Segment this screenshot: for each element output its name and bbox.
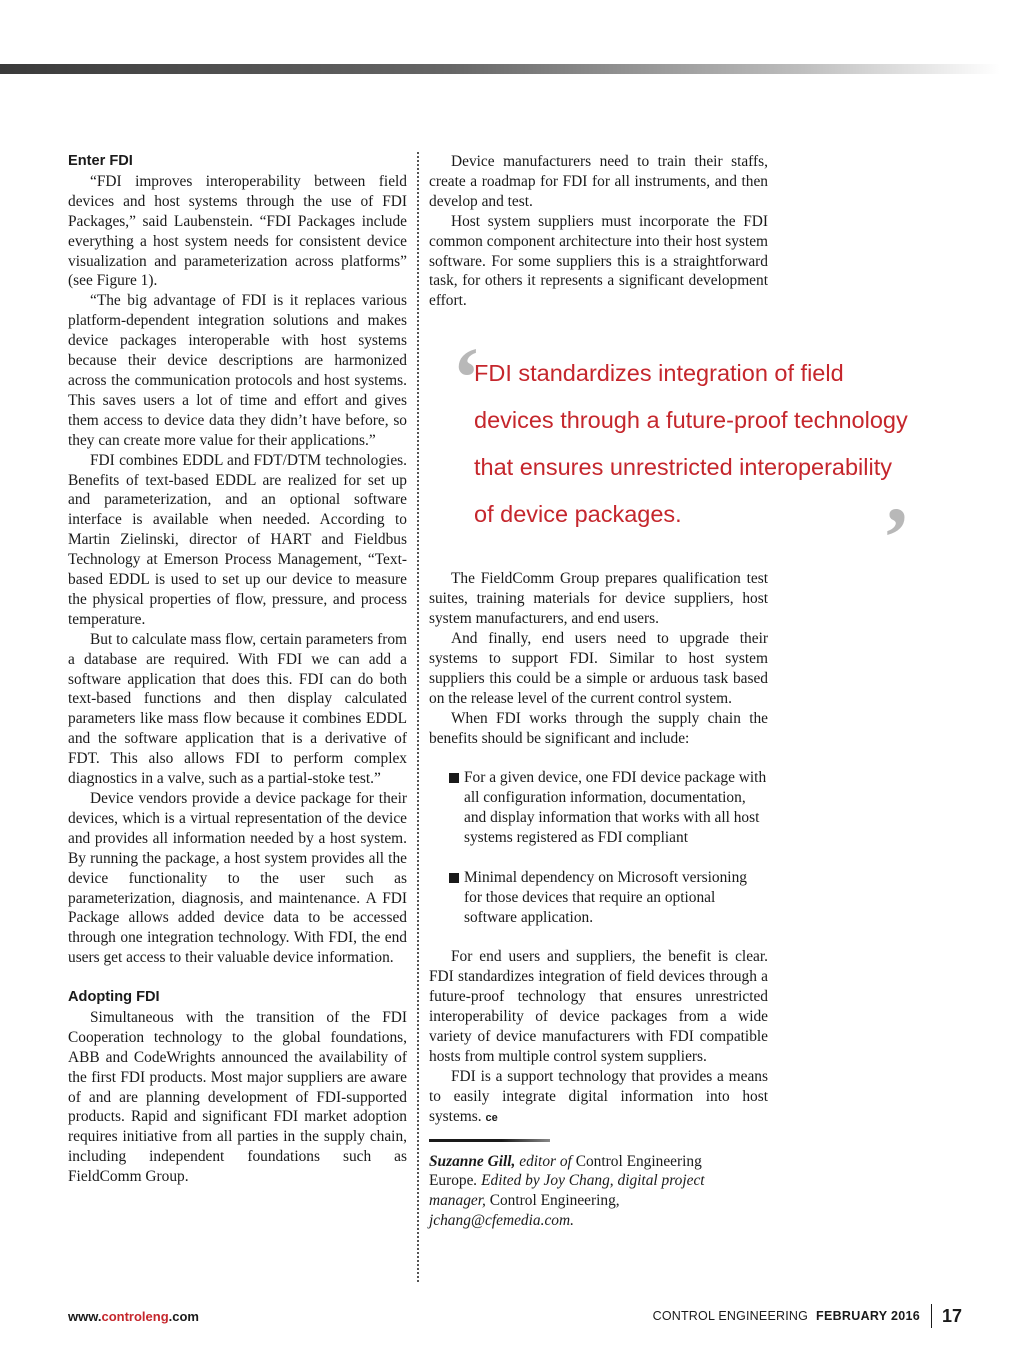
body-paragraph: Host system suppliers must incorporate the FDI common component architecture into their host system software. For some suppliers this is a straightforward task, for others it represents a significant development effort. xyxy=(429,212,768,310)
body-paragraph: The FieldComm Group prepares qualification test suites, training materials for device suppliers, host system manufacturers, and end users. xyxy=(429,570,768,628)
body-paragraph: Device manufacturers need to train their staffs, create a roadmap for FDI for all instruments, and then develop and test. xyxy=(429,153,768,210)
bullet-text: Minimal dependency on Microsoft versioning for those devices that require an optional software application. xyxy=(464,868,747,926)
url-brand: controleng xyxy=(101,1309,169,1324)
author-name: Suzanne Gill, xyxy=(429,1152,516,1170)
author-email[interactable]: jchang@cfemedia.com. xyxy=(429,1212,574,1230)
body-paragraph: For end users and suppliers, the benefit is clear. FDI standardizes integration of field devices through a future-proof technology that ensures unrestricted interoperability of device packages from a wide variety of device manufacturers with FDI compatible hosts from multiple control system suppliers. xyxy=(429,948,768,1065)
body-paragraph: FDI combines EDDL and FDT/DTM technologies. Benefits of text-based EDDL are realized for set up and parameterization, and an optional software interface is available when needed. According to Martin Zielinski, director of HART and Fieldbus Technology at Emerson Process Management, “Text-based EDDL is used to set up our device to measure the physical properties of flow, pressure, and process temperature. xyxy=(68,451,407,628)
bio-text: Control Engineering, xyxy=(485,1192,620,1210)
bio-text: . Edited by Joy Chang, digital project manager, xyxy=(429,1172,705,1210)
bullet-item xyxy=(429,768,768,848)
open-quote-mark: ‘ xyxy=(452,329,481,425)
bio-text: Control Engineering Europe xyxy=(429,1152,702,1190)
section-heading-adopting-fdi: Adopting FDI xyxy=(68,989,160,1006)
square-bullet-icon xyxy=(449,873,459,883)
footer-url[interactable] xyxy=(68,1309,199,1324)
right-column xyxy=(429,152,768,1231)
body-paragraph: “FDI improves interoperability between field devices and host systems through the use of FDI Packages,” said Laubenstein. “FDI Packages include everything a host system needs for consistent device visualization and parameterization across platforms” (see Figure 1). xyxy=(68,172,407,290)
pull-quote xyxy=(452,329,922,585)
magazine-name: CONTROL ENGINEERING xyxy=(652,1309,809,1323)
left-column xyxy=(68,152,407,1187)
bullet-text: For a given device, one FDI device package with all configuration information, documentation, and display information that works with all host systems registered as FDI compliant xyxy=(464,769,767,847)
column-divider xyxy=(417,152,419,1282)
body-paragraph: “The big advantage of FDI is it replaces various platform-dependent integration solutions and makes device packages interoperable with host systems because their device descriptions are harmonized across the communication protocols and host systems. This saves users a lot of time and effort and gives them access to device data they didn’t have before, so they can create more value for their applications.” xyxy=(68,292,407,449)
pull-quote-text: FDI standardizes integration of field devices through a future-proof technology that ensures unrestricted interoperability of device packages. xyxy=(474,360,908,527)
spacer xyxy=(429,928,768,948)
body-paragraph: And finally, end users need to upgrade their systems to support FDI. Similar to host system suppliers this could be a simple or arduous task based on the release level of the current control system. xyxy=(429,629,768,707)
body-paragraph: Simultaneous with the transition of the FDI Cooperation technology to the global foundations, ABB and CodeWrights announced the availability of the first FDI products. Most major suppliers are aware of and are planning development of FDI-supported products. Rapid and significant FDI market adoption requires initiative from all parties in the supply chain, including independent foundations such as FieldComm Group. xyxy=(68,1008,407,1186)
bio-rule xyxy=(429,1139,550,1142)
body-paragraph: When FDI works through the supply chain the benefits should be significant and include: xyxy=(429,709,768,747)
body-paragraph: But to calculate mass flow, certain parameters from a database are required. With FDI we can add a software application that does this. FDI can do both text-based functions and then display calculated parameters like mass flow because it combines EDDL and the software application that is a derivative of FDT. This also allows FDI to perform complex diagnostics in a valve, such as a partial-stoke test.” xyxy=(68,630,407,788)
end-mark: ce xyxy=(485,1111,498,1124)
bullet-item xyxy=(429,868,768,928)
footer-separator xyxy=(931,1304,932,1328)
square-bullet-icon xyxy=(449,773,459,783)
body-paragraph xyxy=(429,1067,768,1129)
section-heading-enter-fdi: Enter FDI xyxy=(68,153,133,169)
footer-folio xyxy=(653,1304,962,1328)
final-paragraph-text: FDI is a support technology that provides a means to easily integrate digital information into host systems. xyxy=(429,1067,768,1125)
close-quote-mark: ’ xyxy=(882,489,911,585)
url-prefix: www. xyxy=(68,1309,102,1324)
issue-date: FEBRUARY 2016 xyxy=(816,1309,920,1323)
author-bio xyxy=(429,1152,749,1232)
url-suffix: .com xyxy=(168,1309,199,1324)
body-paragraph: Device vendors provide a device package for their devices, which is a virtual representation of the device and provides all information needed by a host system. By running the package, a host system provides all the device functionality to the user such as parameterization, diagnosis, and maintenance. A FDI Package allows added device data to be accessed through one integration technology. With FDI, the end users get access to their valuable device information. xyxy=(68,790,407,967)
page-number: 17 xyxy=(941,1305,962,1326)
bio-text: editor of xyxy=(515,1152,576,1170)
top-rule xyxy=(0,64,1000,74)
